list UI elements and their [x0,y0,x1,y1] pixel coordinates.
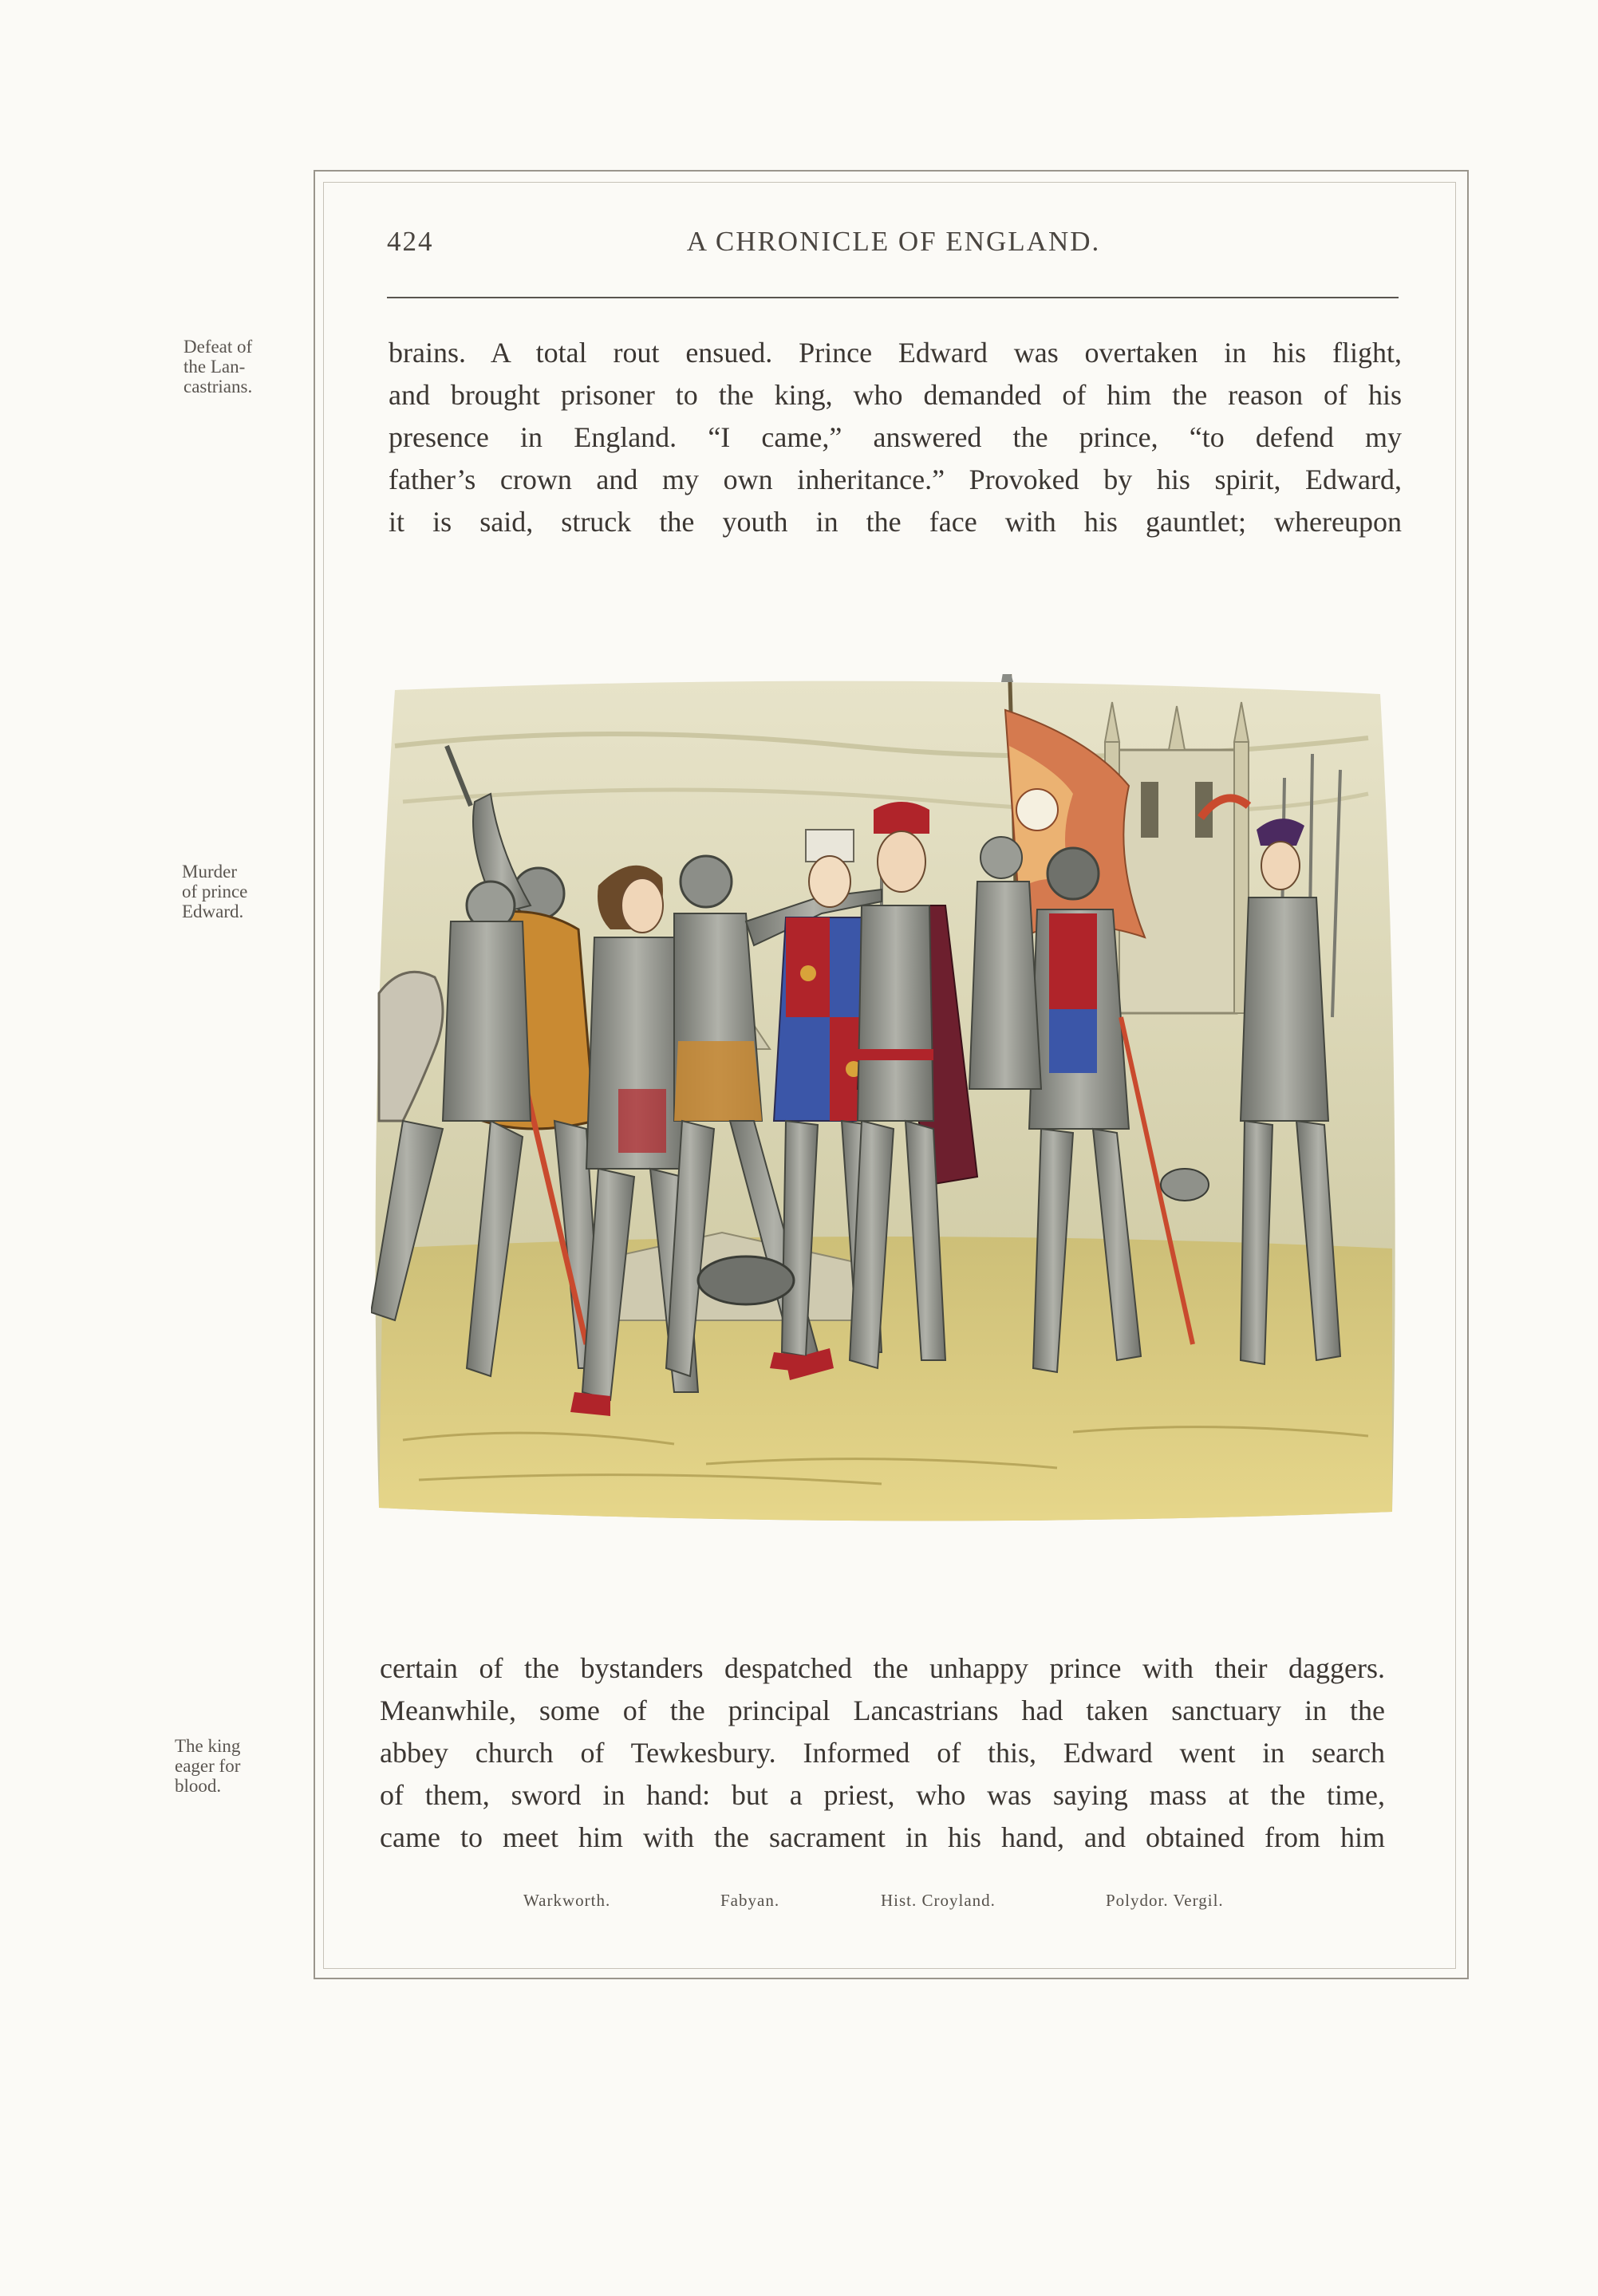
marginal-line: the Lan- [183,357,246,377]
text-line: and brought prisoner to the king, who demanded of him the reason of his [389,379,1402,411]
running-title: A CHRONICLE OF ENGLAND. [686,226,1101,257]
running-head [387,226,1400,266]
marginal-line: The king [175,1736,241,1756]
marginal-note-murder [182,862,310,921]
church-tower [1105,702,1249,1013]
marginal-line: blood. [175,1776,222,1796]
marginal-line: of prince [182,882,248,901]
text-line: certain of the bystanders despatched the unhappy prince with their daggers. [380,1652,1385,1684]
source-polydor-vergil: Polydor. Vergil. [1106,1891,1224,1910]
source-fabyan: Fabyan. [720,1891,780,1910]
text-line: came to meet him with the sacrament in his hand, and obtained from him [380,1821,1385,1853]
body-paragraph-top [389,332,1402,543]
text-line: presence in England. “I came,” answered the prince, “to defend my [389,421,1402,453]
body-paragraph-bottom [380,1647,1385,1859]
header-rule [387,297,1399,298]
text-line: Meanwhile, some of the principal Lancastrians had taken sanctuary in the [380,1694,1385,1726]
text-line: it is said, struck the youth in the face with his gauntlet; whereupon [389,506,1402,538]
marginal-line: castrians. [183,377,253,396]
marginal-note-defeat [183,337,311,396]
marginal-line: Edward. [182,901,244,921]
source-hist-croyland: Hist. Croyland. [881,1891,996,1910]
marginal-line: Murder [182,862,237,882]
marginal-line: Defeat of [183,337,253,357]
marginal-note-king [175,1736,302,1796]
text-line: father’s crown and my own inheritance.” Provoked by his spirit, Edward, [389,464,1402,495]
page-number: 424 [387,226,434,257]
text-line: abbey church of Tewkesbury. Informed of this, Edward went in search [380,1737,1385,1769]
text-line: brains. A total rout ensued. Prince Edward was overtaken in his flight, [389,337,1402,369]
illustration-murder-of-prince-edward [371,674,1400,1528]
marginal-line: eager for [175,1756,241,1776]
footnote-sources [380,1891,1409,1923]
source-warkworth: Warkworth. [523,1891,611,1910]
text-line: of them, sword in hand: but a priest, who was saying mass at the time, [380,1779,1385,1811]
